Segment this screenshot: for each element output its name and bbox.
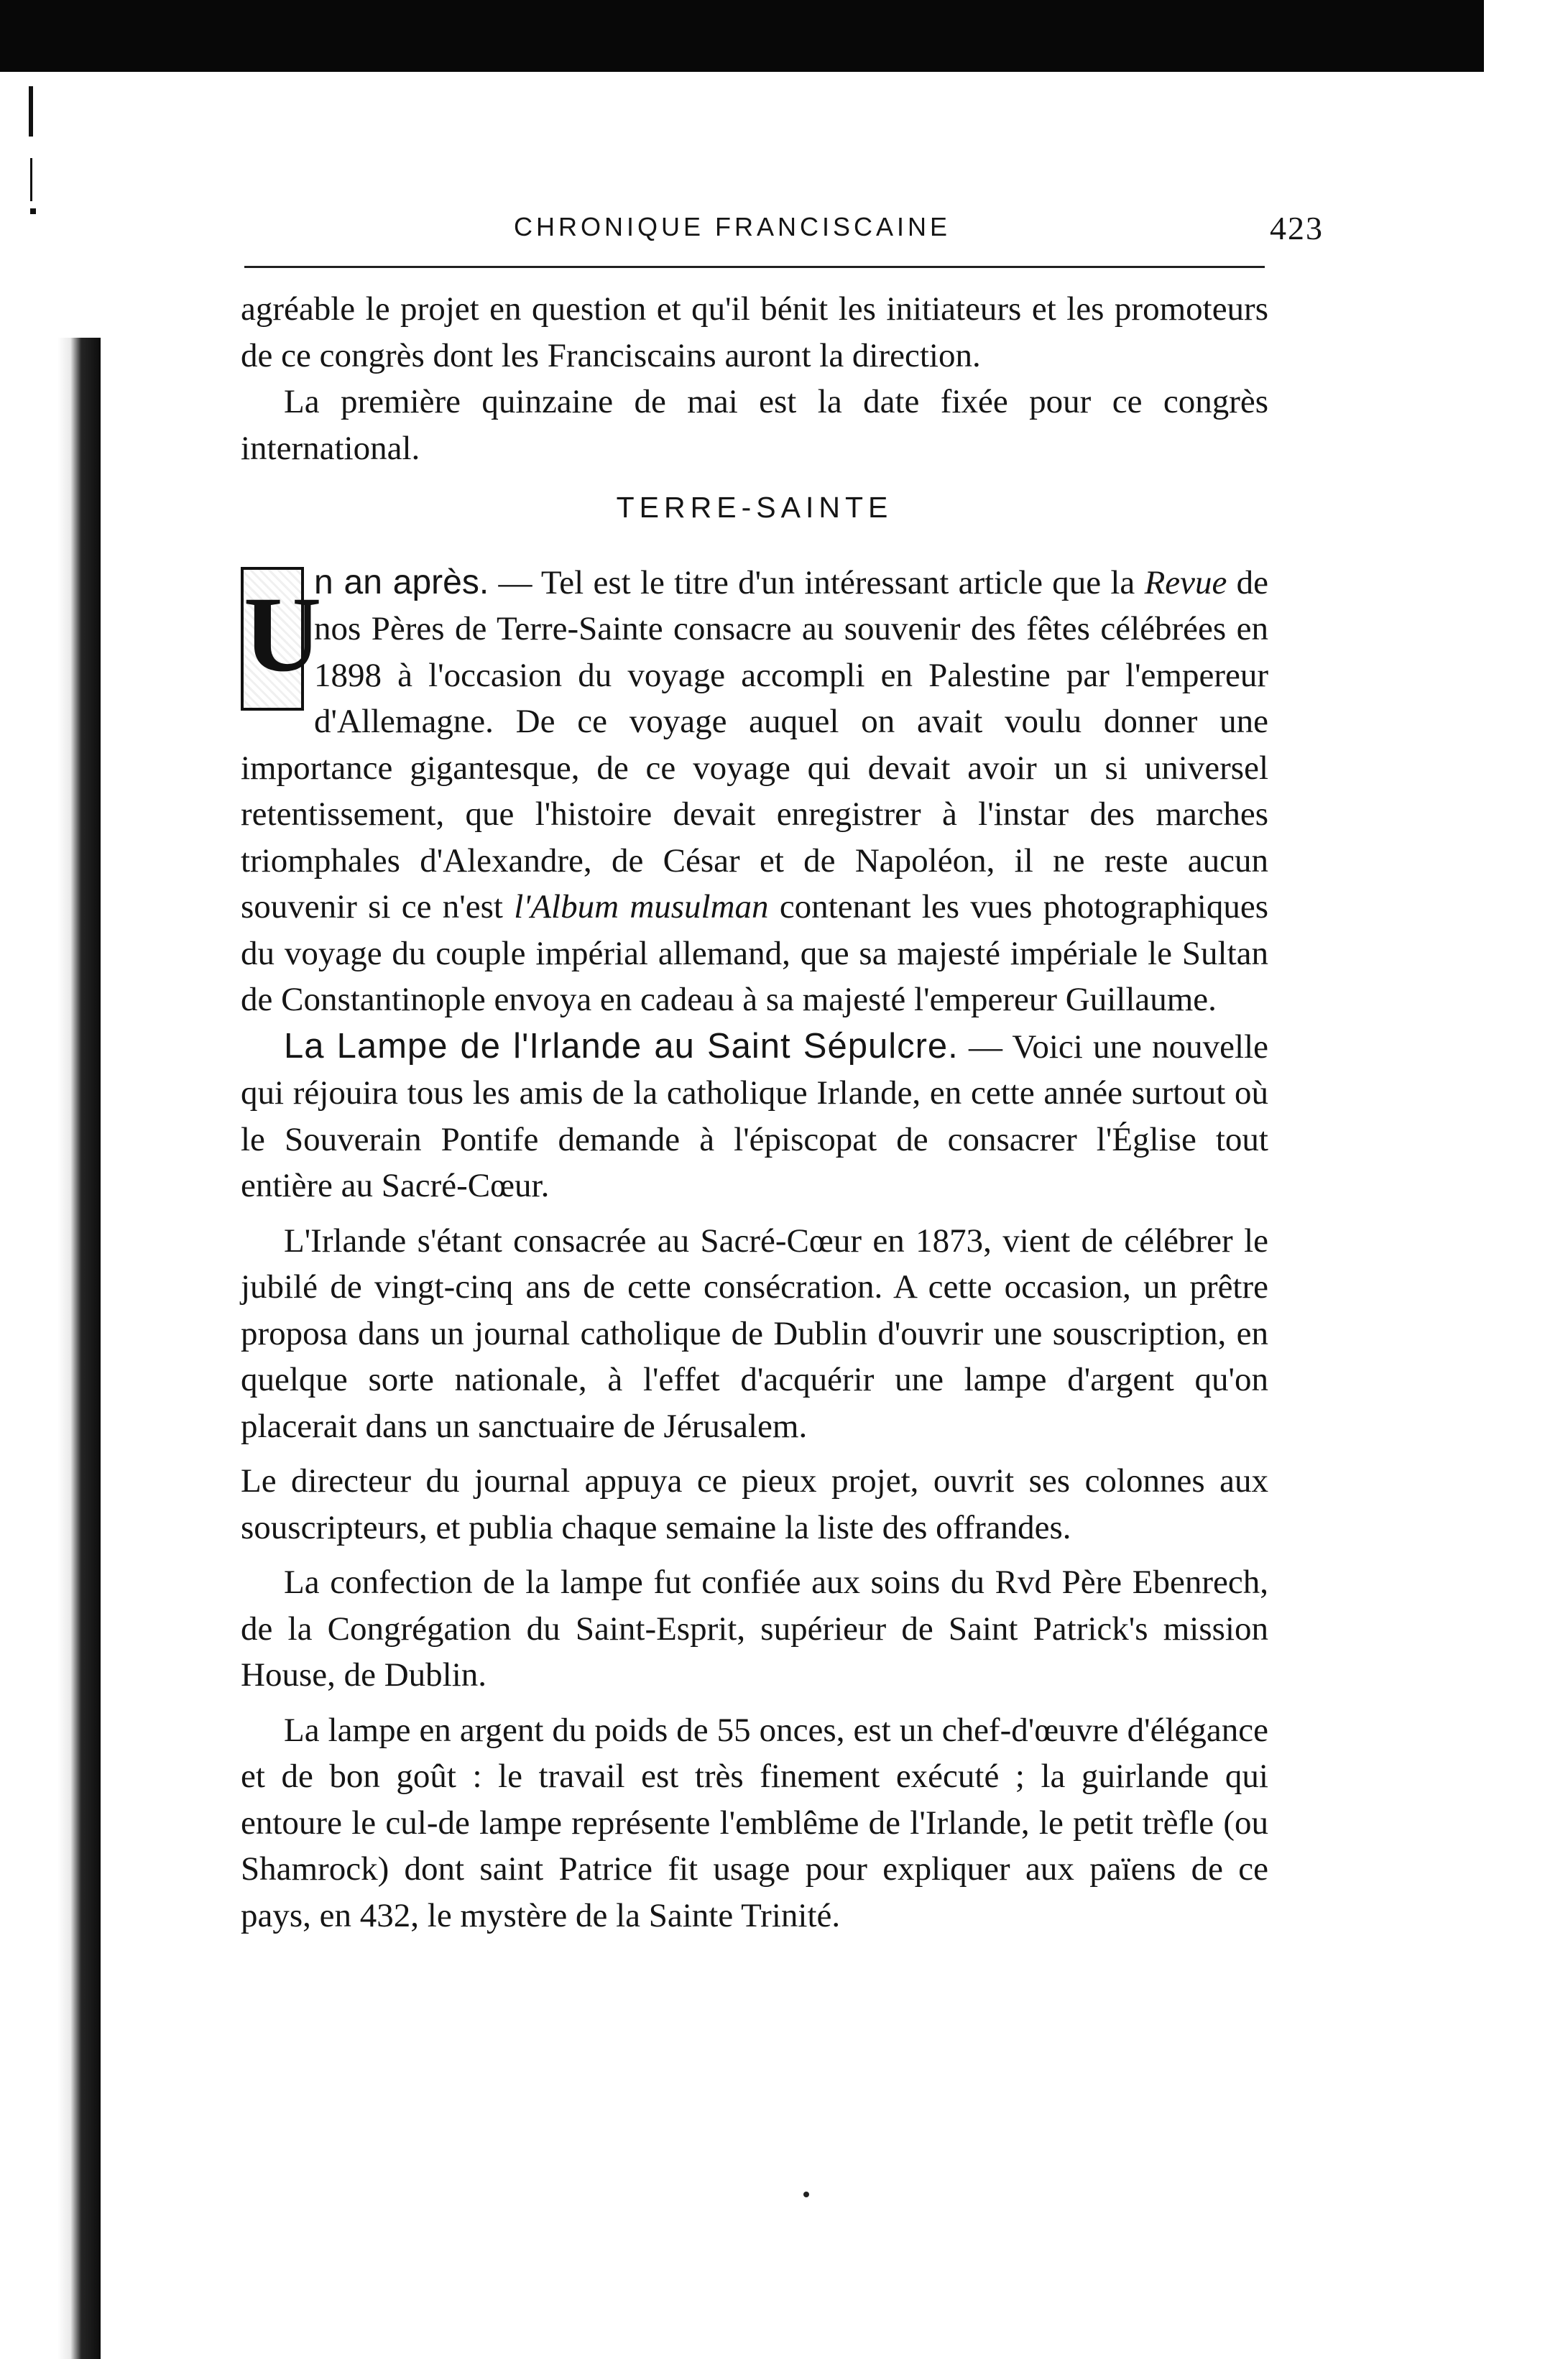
paragraph bbox=[241, 560, 1268, 1023]
paragraph: agréable le projet en question et qu'il bénit les initiateurs et les promoteurs de ce congrès dont les Franciscains auront la direction. bbox=[241, 290, 1268, 374]
header-rule bbox=[244, 266, 1265, 268]
paragraph: La lampe en argent du poids de 55 onces, est un chef-d'œuvre d'élégance et de bon goût : le travail est très finement exécuté ; la guirlande qui entoure le cul-de lampe représente l'emblême de l'Irlande, le petit trèfle (ou Shamrock) dont saint Patrice fit usage pour expliquer aux païens de ce pays, en 432, le mystère de la Sainte Trinité. bbox=[241, 1711, 1268, 1934]
paragraph bbox=[241, 1023, 1268, 1209]
text-body bbox=[241, 286, 1268, 1939]
italic-title: l'Album musulman bbox=[514, 888, 769, 925]
article-opening bbox=[241, 560, 1268, 1023]
paragraph-lead: La Lampe de l'Irlande au Saint Sépulcre. bbox=[284, 1026, 959, 1066]
running-head bbox=[244, 212, 1324, 255]
paragraph: L'Irlande s'étant consacrée au Sacré-Cœur en 1873, vient de célébrer le jubilé de vingt-cinq ans de cette consécration. A cette occasion, un prêtre proposa dans un journal catholique de Dublin d'ouvrir une souscription, en quelque sorte nationale, à l'effet d'acquérir une lampe d'argent qu'on placerait dans un sanctuaire de Jérusalem. bbox=[241, 1222, 1268, 1445]
italic-title: Revue bbox=[1144, 563, 1227, 601]
page-number: 423 bbox=[1270, 210, 1324, 246]
lead-words: n an après. bbox=[314, 563, 489, 601]
drop-cap: U bbox=[241, 567, 304, 711]
text-run: contenant les vues photographiques du voyage du couple impérial allemand, que sa majesté impériale le Sultan de Constantinople envoya en cadeau à sa majesté l'empereur Guillaume. bbox=[241, 888, 1268, 1018]
text-run: de nos Pères de Terre-Sainte consacre au souvenir des fêtes célébrées en 1898 à l'occasion du voyage accompli en Palestine par l'empereur d'Allemagne. De ce voyage auquel on avait voulu donner une importance gigantesque, de ce voyage qui devait avoir un si universel retentissement, que l'histoire devait enregistrer à l'instar des marches triomphales d'Alexandre, de César et de Napoléon, il ne reste aucun souvenir si ce n'est bbox=[241, 563, 1268, 925]
paragraph: La confection de la lampe fut confiée aux soins du Rvd Père Ebenrech, de la Congrégation du Saint-Esprit, supérieur de Saint Patrick's mission House, de Dublin. bbox=[241, 1564, 1268, 1694]
paragraph: Le directeur du journal appuya ce pieux projet, ouvrit ses colonnes aux souscripteurs, et publia chaque semaine la liste des offrandes. bbox=[241, 1462, 1268, 1546]
text-run: — Tel est le titre d'un intéressant article que la bbox=[489, 563, 1145, 601]
paragraph: La première quinzaine de mai est la date fixée pour ce congrès international. bbox=[241, 383, 1268, 467]
section-title: TERRE-SAINTE bbox=[616, 491, 893, 524]
running-title: CHRONIQUE FRANCISCAINE bbox=[514, 212, 951, 241]
text-run: — Voici une nouvelle qui réjouira tous les amis de la catholique Irlande, en cette année surtout où le Souverain Pontife demande à l'épiscopat de consacrer l'Église tout entière au Sacré-Cœur. bbox=[241, 1028, 1268, 1204]
